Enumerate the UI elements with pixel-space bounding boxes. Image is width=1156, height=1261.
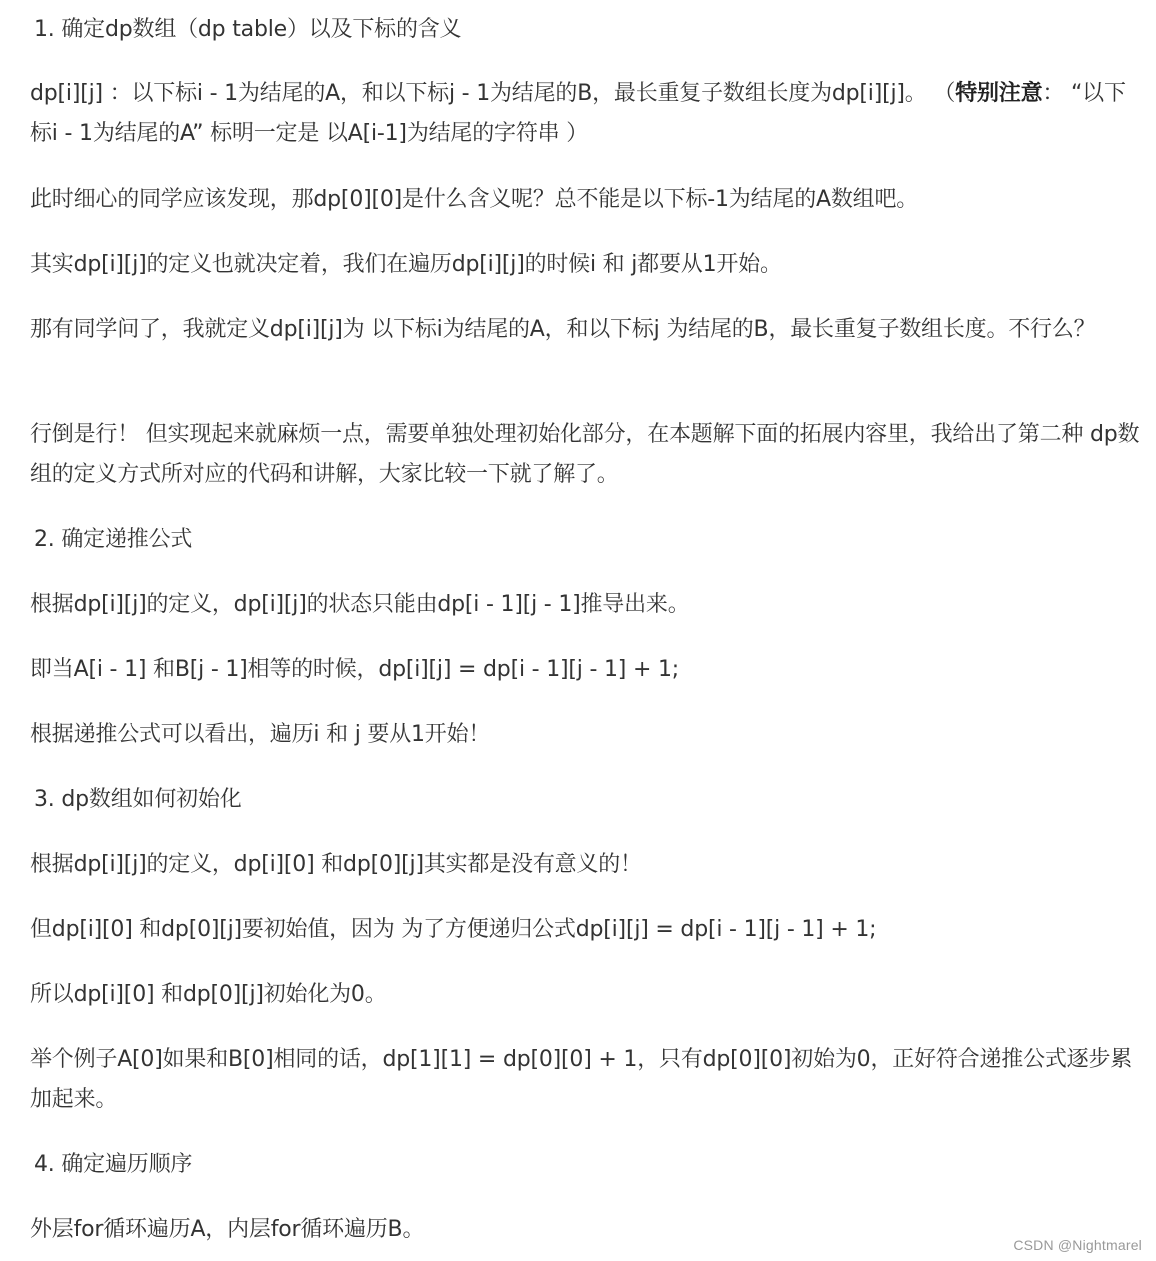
paragraph-alternative-answer: 行倒是行！ 但实现起来就麻烦一点，需要单独处理初始化部分，在本题解下面的拓展内容里，我给出了第二种 dp数组的定义方式所对应的代码和讲解，大家比较一下就了解了。 — [30, 422, 1140, 487]
paragraph-dp-definition-tail: ： “以下标i - 1为结尾的A” 标明一定是 以A[i-1]为结尾的字符串 ） — [30, 81, 1126, 146]
paragraph-dp-definition — [30, 74, 1142, 154]
paragraph-recurrence-formula: 即当A[i - 1] 和B[j - 1]相等的时候，dp[i][j] = dp[i - 1][j - 1] + 1; — [30, 657, 680, 682]
paragraph-recurrence-note: 根据递推公式可以看出，遍历i 和 j 要从1开始！ — [30, 722, 491, 747]
paragraph-init-zero: 所以dp[i][0] 和dp[0][j]初始化为0。 — [30, 982, 387, 1007]
paragraph-recurrence-source: 根据dp[i][j]的定义，dp[i][j]的状态只能由dp[i - 1][j - 1]推导出来。 — [30, 592, 690, 617]
section-heading-3: 3. dp数组如何初始化 — [34, 787, 242, 812]
csdn-watermark: CSDN @Nightmarel — [1013, 1237, 1142, 1253]
paragraph-init-reason: 但dp[i][0] 和dp[0][j]要初始值，因为 为了方便递归公式dp[i][j] = dp[i - 1][j - 1] + 1; — [30, 917, 877, 942]
section-heading-1: 1. 确定dp数组（dp table）以及下标的含义 — [34, 17, 462, 42]
paragraph-init-meaning: 根据dp[i][j]的定义，dp[i][0] 和dp[0][j]其实都是没有意义的！ — [30, 852, 642, 877]
paragraph-loop-start: 其实dp[i][j]的定义也就决定着，我们在遍历dp[i][j]的时候i 和 j都要从1开始。 — [30, 252, 782, 277]
paragraph-dp00-question: 此时细心的同学应该发现，那dp[0][0]是什么含义呢？总不能是以下标-1为结尾的A数组吧。 — [30, 187, 919, 212]
paragraph-init-example: 举个例子A[0]如果和B[0]相同的话，dp[1][1] = dp[0][0] + 1，只有dp[0][0]初始为0，正好符合递推公式逐步累加起来。 — [30, 1047, 1133, 1112]
paragraph-alternative-definition: 那有同学问了，我就定义dp[i][j]为 以下标i为结尾的A，和以下标j 为结尾的B，最长重复子数组长度。不行么？ — [30, 317, 1096, 342]
special-note-bold: 特别注意 — [955, 81, 1043, 106]
section-heading-4: 4. 确定遍历顺序 — [34, 1152, 193, 1177]
section-heading-2: 2. 确定递推公式 — [34, 527, 193, 552]
paragraph-dp-definition-text: dp[i][j] ：以下标i - 1为结尾的A，和以下标j - 1为结尾的B，最长重复子数组长度为dp[i][j]。 （ — [30, 81, 956, 106]
paragraph-traversal-order: 外层for循环遍历A，内层for循环遍历B。 — [30, 1217, 425, 1242]
